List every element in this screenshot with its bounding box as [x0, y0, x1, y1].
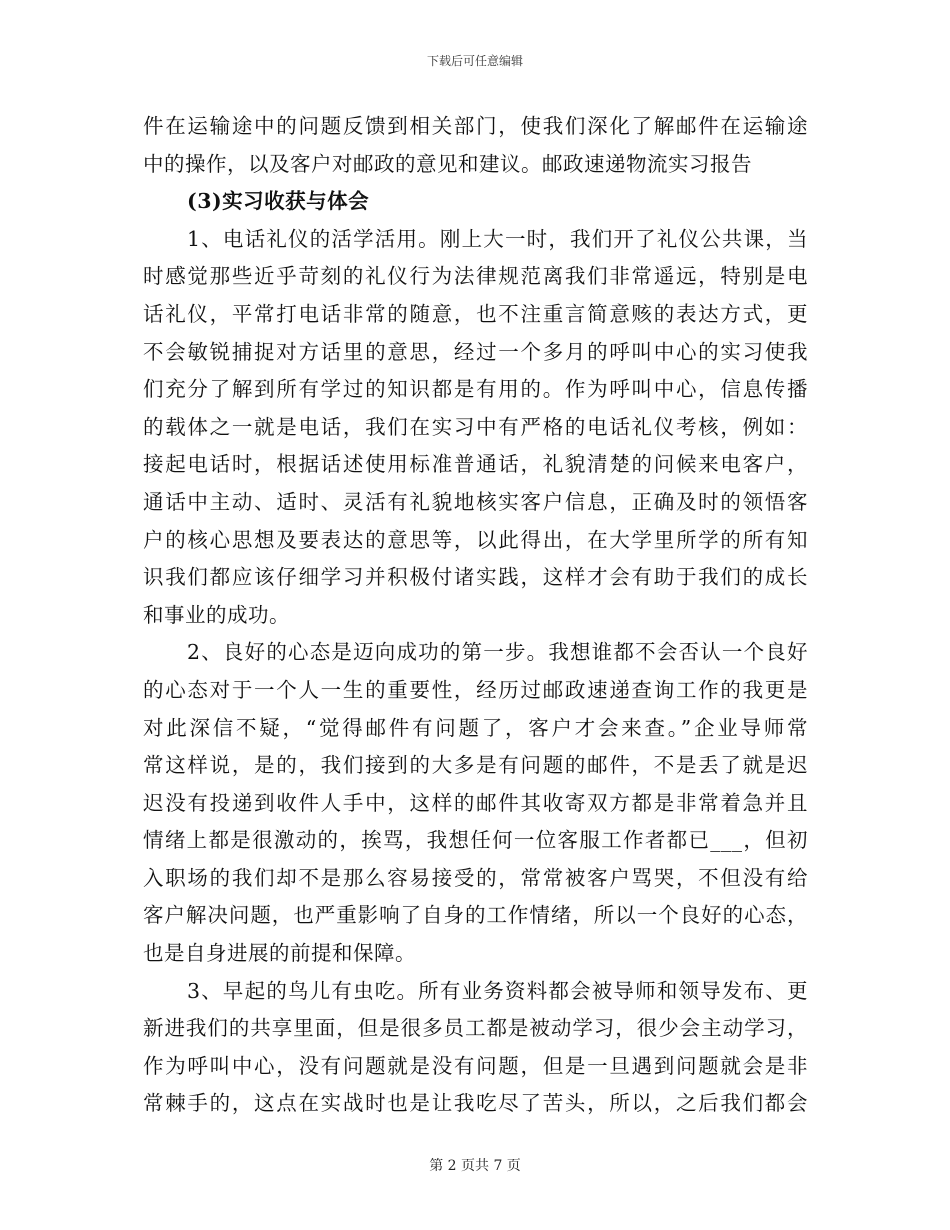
paragraph-line: 情绪上都是很激动的，挨骂，我想任何一位客服工作者都已___，但初: [143, 828, 808, 853]
paragraph-line: 常棘手的，这点在实战时也是让我吃尽了苦头，所以，之后我们都会: [143, 1091, 808, 1116]
paragraph-line: 接起电话时，根据话述使用标准普通话，礼貌清楚的问候来电客户，: [143, 452, 808, 477]
paragraph-line: 通话中主动、适时、灵活有礼貌地核实客户信息，正确及时的领悟客: [143, 489, 808, 514]
paragraph-line: 对此深信不疑，“觉得邮件有问题了，客户才会来查。”企业导师常: [143, 715, 808, 740]
page-header: 下载后可任意编辑: [426, 54, 523, 68]
paragraph-line: 也是自身进展的前提和保障。: [143, 941, 416, 966]
paragraph-line: 新进我们的共享里面，但是很多员工都是被动学习，很少会主动学习，: [143, 1016, 808, 1041]
paragraph-line: 时感觉那些近乎苛刻的礼仪行为法律规范离我们非常遥远，特别是电: [143, 264, 808, 289]
paragraph-line: 2、良好的心态是迈向成功的第一步。我想谁都不会否认一个良好: [187, 640, 808, 665]
paragraph-line: 的心态对于一个人一生的重要性，经历过邮政速递查询工作的我更是: [143, 677, 808, 702]
paragraph-line: 常这样说，是的，我们接到的大多是有问题的邮件，不是丢了就是迟: [143, 753, 808, 778]
paragraph-line: 件在运输途中的问题反馈到相关部门，使我们深化了解邮件在运输途: [143, 114, 808, 138]
paragraph-line: 不会敏锐捕捉对方话里的意思，经过一个多月的呼叫中心的实习使我: [143, 339, 808, 364]
page-number: 第 2 页共 7 页: [429, 1158, 521, 1174]
paragraph-line: 和事业的成功。: [143, 602, 290, 627]
paragraph-line: 们充分了解到所有学过的知识都是有用的。作为呼叫中心，信息传播: [143, 377, 808, 402]
paragraph-line: 中的操作，以及客户对邮政的意见和建议。邮政速递物流实习报告: [143, 151, 752, 176]
paragraph-line: 客户解决问题，也严重影响了自身的工作情绪，所以一个良好的心态，: [143, 903, 808, 928]
paragraph-line: 迟没有投递到收件人手中，这样的邮件其收寄双方都是非常着急并且: [143, 790, 808, 815]
paragraph-line: 作为呼叫中心，没有问题就是没有问题，但是一旦遇到问题就会是非: [143, 1053, 808, 1078]
paragraph-line: 3、早起的鸟儿有虫吃。所有业务资料都会被导师和领导发布、更: [187, 978, 808, 1003]
paragraph-line: 1、电话礼仪的活学活用。刚上大一时，我们开了礼仪公共课，当: [187, 226, 808, 251]
paragraph-line: 话礼仪，平常打电话非常的随意，也不注重言简意赅的表达方式，更: [143, 301, 808, 326]
paragraph-line: 户的核心思想及要表达的意思等，以此得出，在大学里所学的所有知: [143, 527, 808, 552]
paragraph-line: 识我们都应该仔细学习并积极付诸实践，这样才会有助于我们的成长: [143, 565, 808, 590]
paragraph-line: 入职场的我们却不是那么容易接受的，常常被客户骂哭，不但没有给: [143, 865, 808, 890]
section-heading: (3)实习收获与体会: [187, 189, 370, 214]
document-body: [143, 108, 808, 1123]
paragraph-line: 的载体之一就是电话，我们在实习中有严格的电话礼仪考核，例如：: [143, 414, 808, 439]
